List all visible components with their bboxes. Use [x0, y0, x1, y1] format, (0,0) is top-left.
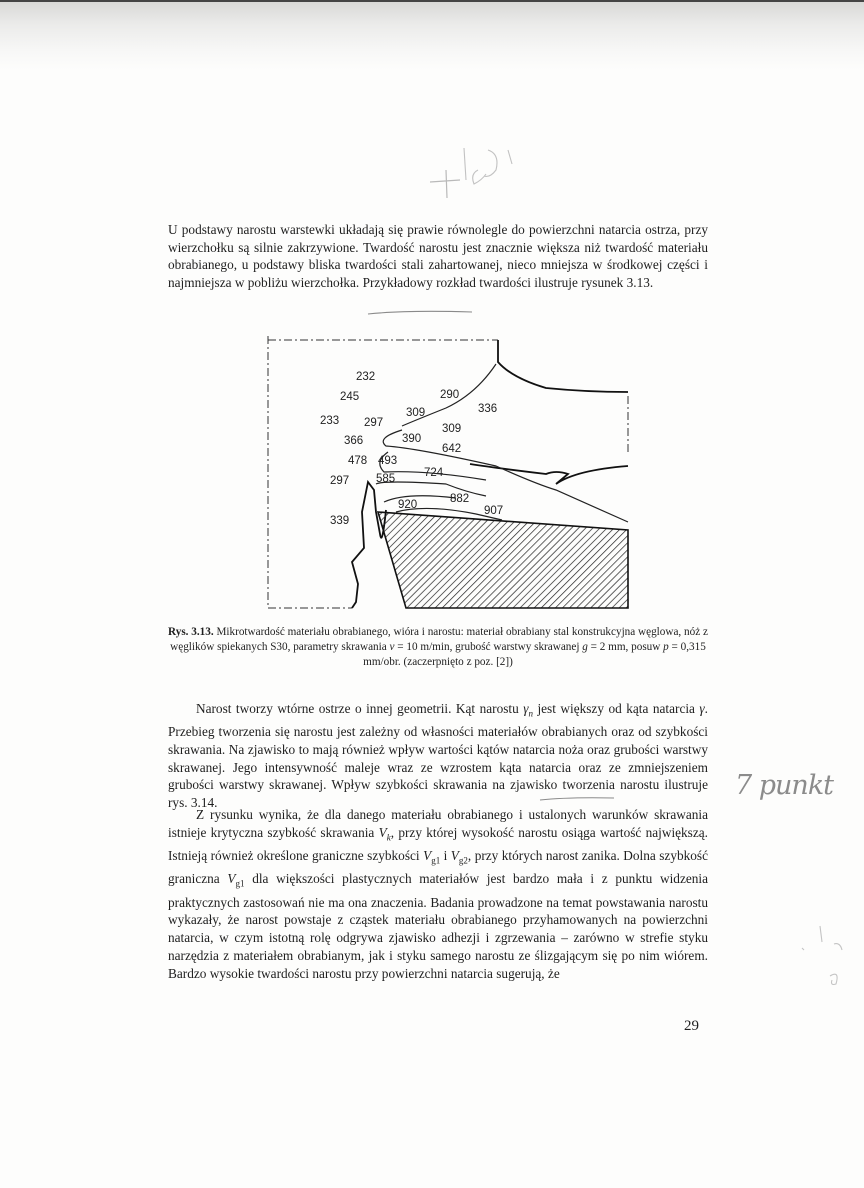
hv-366: 366 — [344, 435, 364, 447]
p3-text-2: , przy której wysokość narostu osiąga wartość największą. Istnieją również określone graniczne szybkości — [168, 824, 708, 864]
hv-297-a: 297 — [364, 417, 384, 429]
caption-text-2: = 10 m/min, grubość warstwy skrawanej — [394, 641, 583, 653]
hv-724: 724 — [424, 467, 444, 479]
hv-907: 907 — [484, 505, 504, 517]
hv-390: 390 — [402, 433, 422, 445]
hv-339: 339 — [330, 515, 350, 527]
page-number: 29 — [684, 1018, 699, 1034]
paragraph-2 — [168, 700, 708, 812]
p2-text-3: . Przebieg tworzenia się narostu jest zależny od własności materiałów obrabianych oraz od szybkości skrawania. Na zjawisko to mają również wpływ wartości kątów natarcia noża oraz grubości warstwy skrawanej. Jego intensywność maleje wraz ze wzrostem kąta natarcia oraz ze zmniejszeniem grubości warstwy skrawanej. Wpływ szybkości skrawania na zjawisko tworzenia narostu ilustruje rys. 3.14. — [168, 701, 708, 811]
scan-top-edge — [0, 0, 864, 2]
hv-233: 233 — [320, 415, 340, 427]
p3-text-5: dla większości plastycznych materiałów jest bardzo mała i z punktu widzenia praktycznych zastosowań nie ma ona znaczenia. Badania prowadzone na temat powstawania narostu wykazały, że narost powstaje z cząstek materiału obrabianego przyhamowanych na powierzchni natarcia, w czym istotną rolę odgrywa zjawisko adhezji i zgrzewania – zarówno w strefie styku narzędzia z materiałem obrabianym, jak i styku samego narostu ze ślizgającym się po nim wiórem. Bardzo wysokie twardości narostu przy powierzchni natarcia sugerują, że — [168, 871, 708, 981]
vg2-sub: g2 — [458, 855, 468, 866]
hv-493: 493 — [378, 455, 398, 467]
pencil-underline-2 — [538, 793, 618, 805]
hv-642: 642 — [442, 443, 462, 455]
gamma: γ — [699, 701, 705, 716]
caption-v: v — [389, 641, 395, 653]
hv-882: 882 — [450, 493, 470, 505]
gamma-n-sub: n — [528, 708, 533, 719]
hv-585: 585 — [376, 473, 396, 485]
scan-top-shadow — [0, 0, 864, 70]
p2-text-2: jest większy od kąta natarcia — [532, 701, 700, 716]
paragraph-3 — [168, 806, 708, 982]
vg1-sub: g1 — [431, 855, 441, 866]
gamma-n: γ — [523, 701, 529, 716]
paragraph-1: U podstawy narostu warstewki układają się prawie równolegle do powierzchni natarcia ostrza, przy wierzchołku są silnie zakrzywione. Twardość narostu jest znacznie większa niż twardość materiału obrabianego, u podstawy bliska twardości stali zahartowanej, nieco mniejsza w środkowej części i najmniejsza w pobliżu wierzchołka. Przykładowy rozkład twardości ilustruje rysunek 3.13. — [168, 222, 708, 291]
margin-handwritten-note: 7 punkt — [735, 770, 834, 801]
caption-text-1: Mikrotwardość materiału obrabianego, wióra i narostu: materiał obrabiany stal konstrukcyjna węglowa, nóż z węglików spiekanych S30, parametry skrawania — [170, 626, 708, 653]
workpiece-surface — [352, 482, 386, 608]
hv-309-a: 309 — [406, 407, 426, 419]
chip-lower-edge — [470, 464, 628, 484]
caption-label: Rys. 3.13. — [168, 626, 214, 638]
vg1-b: V — [227, 871, 236, 887]
chip-outline — [498, 340, 628, 392]
figure-3-13-hardness-diagram — [256, 334, 636, 614]
caption-text-4: = 0,315 mm/obr. (zaczerpnięto z poz. [2]) — [363, 641, 706, 668]
figure-caption — [167, 625, 709, 670]
hv-309-b: 309 — [442, 423, 462, 435]
p2-text-1: Narost tworzy wtórne ostrze o innej geometrii. Kąt narostu — [196, 701, 524, 716]
vg2: V — [450, 848, 459, 864]
hv-290: 290 — [440, 389, 460, 401]
pencil-scribble-top — [420, 140, 530, 200]
vk: V — [378, 824, 387, 840]
hv-920: 920 — [398, 499, 418, 511]
hv-478: 478 — [348, 455, 368, 467]
hv-297-b: 297 — [330, 475, 350, 487]
pencil-scribble-margin — [790, 920, 850, 990]
caption-g: g — [582, 641, 588, 653]
cutting-tool — [378, 512, 628, 608]
pencil-underline-1 — [366, 306, 476, 318]
p3-text-4: , przy których narost zanika. Dolna szybkość graniczna — [168, 848, 708, 887]
caption-text-3: = 2 mm, posuw — [587, 641, 664, 653]
p3-text-3: i — [440, 848, 451, 864]
vk-sub: k — [386, 832, 391, 843]
hv-245: 245 — [340, 391, 360, 403]
caption-p: p — [663, 641, 669, 653]
vg1-b-sub: g1 — [235, 879, 245, 890]
p3-text-1: Z rysunku wynika, że dla danego materiału obrabianego i ustalonych warunków skrawania istnieje krytyczna szybkość skrawania — [168, 807, 708, 840]
hv-232: 232 — [356, 371, 376, 383]
hv-336: 336 — [478, 403, 498, 415]
vg1: V — [423, 848, 432, 864]
